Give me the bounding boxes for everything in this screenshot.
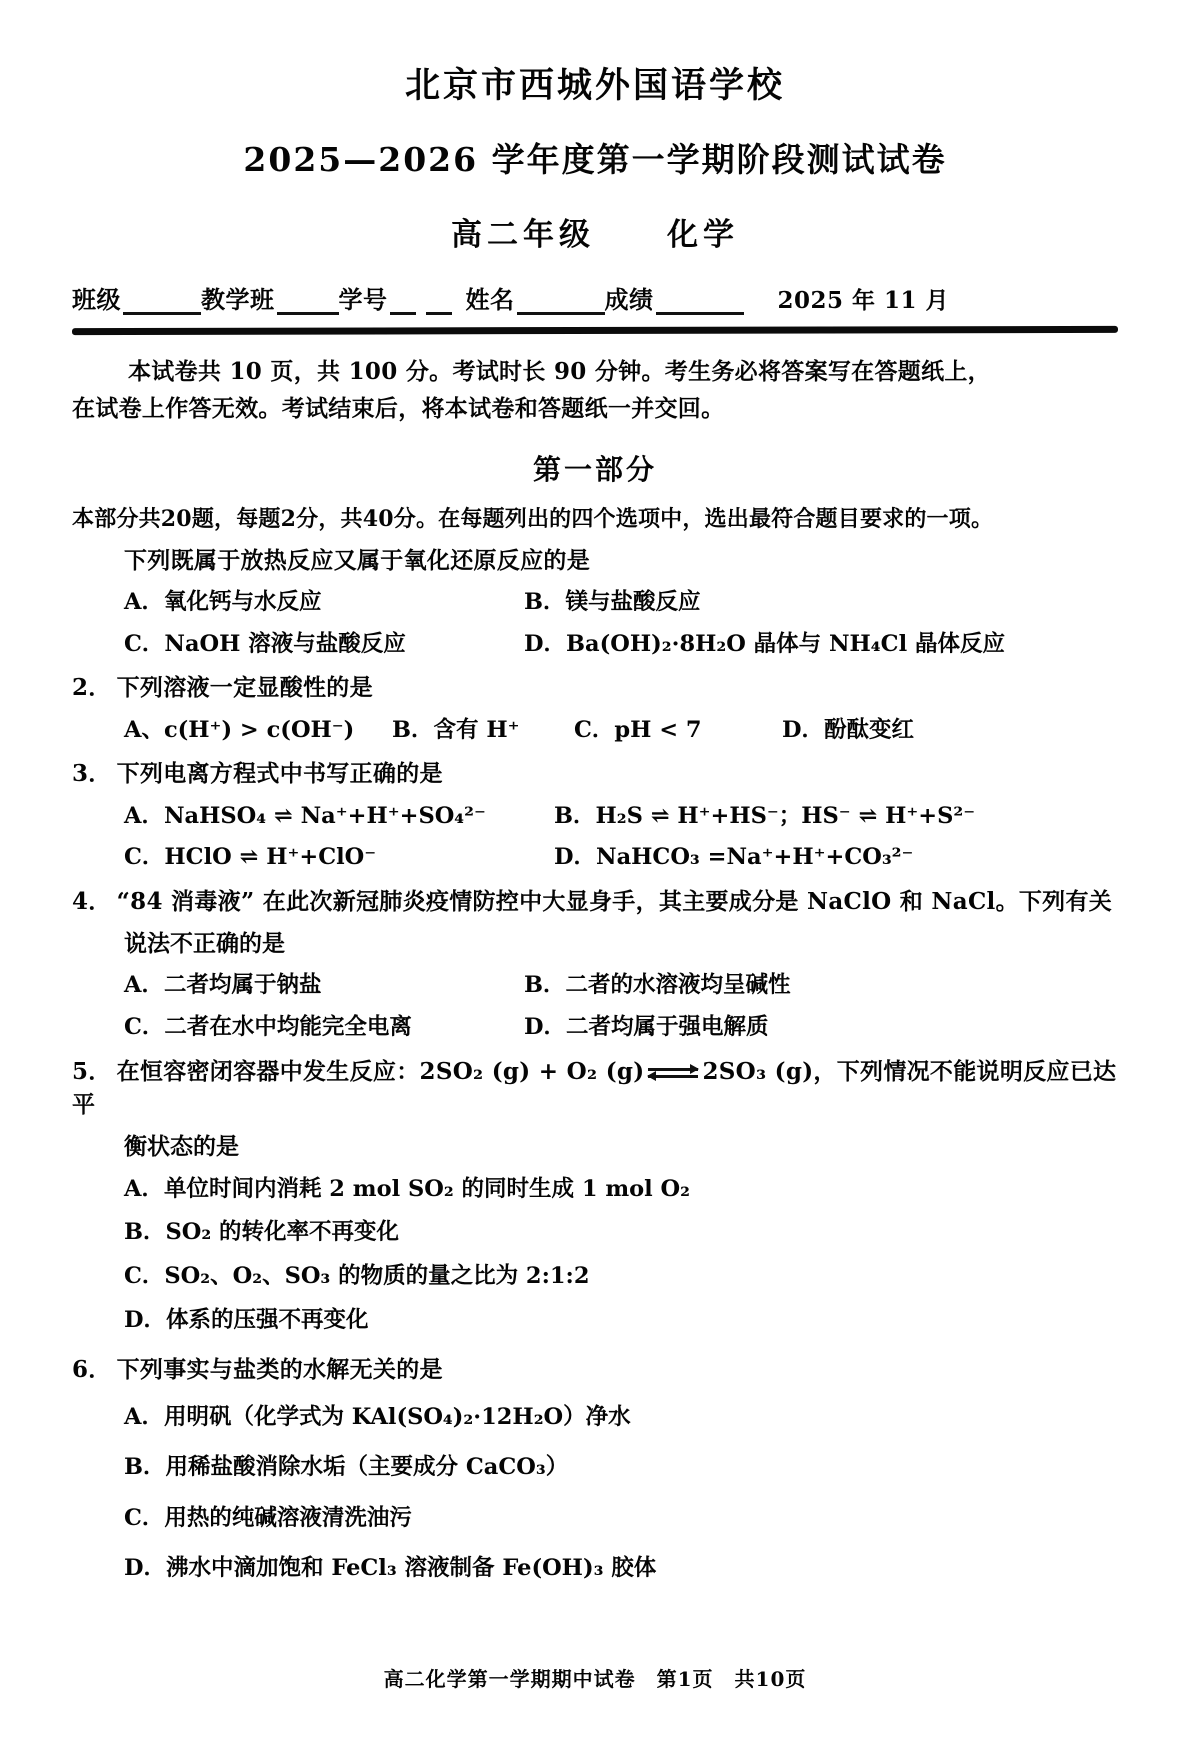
teaching-class-blank[interactable] [277, 290, 339, 315]
question-1-options [72, 586, 1118, 660]
question-3-option-a[interactable]: A．NaHSO₄ ⇌ Na⁺+H⁺+SO₄²⁻ [124, 802, 486, 829]
question-3 [72, 757, 1118, 874]
question-6-option-d[interactable]: D．沸水中滴加饱和 FeCl₃ 溶液制备 Fe(OH)₃ 胶体 [124, 1555, 657, 1582]
score-blank[interactable] [656, 290, 744, 315]
question-2-number: 2． [72, 674, 112, 702]
question-4 [72, 885, 1118, 1044]
question-5-option-a[interactable]: A．单位时间内消耗 2 mol SO₂ 的同时生成 1 mol O₂ [124, 1175, 690, 1202]
question-6-option-c[interactable]: C．用热的纯碱溶液清洗油污 [124, 1504, 412, 1531]
question-2-stem: 下列溶液一定显酸性的是 [116, 674, 373, 702]
question-3-option-b[interactable]: B．H₂S ⇌ H⁺+HS⁻；HS⁻ ⇌ H⁺+S²⁻ [554, 802, 976, 829]
question-4-stem-line-1: “84 消毒液” 在此次新冠肺炎疫情防控中大显身手，其主要成分是 NaClO 和 NaCl。下列有关 [116, 887, 1113, 915]
question-5-option-d[interactable]: D．体系的压强不再变化 [124, 1306, 369, 1333]
name-label: 姓名 [465, 285, 515, 314]
question-4-stem-line-2: 说法不正确的是 [124, 930, 285, 958]
question-6-number: 6． [72, 1356, 112, 1384]
school-title: 北京市西城外国语学校 [404, 65, 785, 106]
question-5-stem-part-b: 2SO₃ (g)，下列情况不能说明反应已达平 [72, 1057, 1117, 1119]
question-4-number: 4． [72, 887, 112, 915]
question-4-option-c[interactable]: C．二者在水中均能完全电离 [124, 1014, 412, 1041]
question-5-option-b[interactable]: B．SO₂ 的转化率不再变化 [124, 1219, 400, 1246]
question-5-options [72, 1173, 1118, 1337]
score-label: 成绩 [604, 285, 654, 314]
instruction-line-2: 在试卷上作答无效。考试结束后，将本试卷和答题纸一并交回。 [72, 394, 725, 422]
question-1-option-d[interactable]: D．Ba(OH)₂·8H₂O 晶体与 NH₄Cl 晶体反应 [524, 630, 1005, 657]
question-2-option-a[interactable]: A、c(H⁺) > c(OH⁻) [124, 716, 355, 743]
question-2-stem-row [72, 671, 1118, 704]
question-4-options [72, 969, 1118, 1043]
question-1-option-a[interactable]: A．氧化钙与水反应 [124, 588, 322, 615]
question-6-option-b[interactable]: B．用稀盐酸消除水垢（主要成分 CaCO₃） [124, 1454, 569, 1481]
exam-date: 2025 年 11 月 [777, 287, 950, 314]
instruction-line-1: 本试卷共 10 页，共 100 分。考试时长 90 分钟。考生务必将答案写在答题纸上， [128, 358, 991, 385]
header-divider-rule [72, 326, 1118, 335]
question-2 [72, 671, 1118, 746]
question-5 [72, 1055, 1118, 1337]
question-2-option-b[interactable]: B．含有 H⁺ [392, 716, 520, 743]
question-4-option-b[interactable]: B．二者的水溶液均呈碱性 [524, 972, 791, 999]
question-5-number: 5． [72, 1057, 112, 1085]
grade-subject-title: 高二年级 化学 [451, 217, 739, 253]
question-2-option-c[interactable]: C．pH < 7 [574, 716, 702, 743]
student-id-label: 学号 [338, 285, 388, 314]
question-6-stem: 下列事实与盐类的水解无关的是 [116, 1356, 443, 1384]
exam-instructions [72, 354, 1118, 428]
student-info-row [72, 280, 1118, 315]
student-id-blank-1[interactable] [390, 290, 416, 315]
question-3-options [72, 800, 1118, 874]
question-6-options [72, 1401, 1118, 1586]
question-5-stem-line-2: 衡状态的是 [124, 1133, 239, 1161]
question-2-options [72, 714, 1118, 747]
student-id-blank-2[interactable] [426, 290, 452, 315]
question-1-option-c[interactable]: C．NaOH 溶液与盐酸反应 [124, 630, 406, 657]
exam-title: 2025—2026 学年度第一学期阶段测试试卷 [243, 140, 947, 179]
question-6-stem-row [72, 1353, 1118, 1386]
question-4-option-d[interactable]: D．二者均属于强电解质 [524, 1014, 769, 1041]
name-blank[interactable] [517, 290, 605, 315]
equilibrium-arrow-icon [648, 1068, 698, 1078]
question-5-stem-row [72, 1055, 1118, 1122]
part-one-note: 本部分共20题，每题2分，共40分。在每题列出的四个选项中，选出最符合题目要求的一项。 [72, 505, 994, 532]
question-6-option-a[interactable]: A．用明矾（化学式为 KAl(SO₄)₂·12H₂O）净水 [124, 1403, 631, 1430]
question-3-option-c[interactable]: C．HClO ⇌ H⁺+ClO⁻ [124, 844, 377, 871]
teaching-class-label: 教学班 [201, 285, 275, 314]
question-5-option-c[interactable]: C．SO₂、O₂、SO₃ 的物质的量之比为 2:1:2 [124, 1262, 590, 1289]
question-3-option-d[interactable]: D．NaHCO₃ =Na⁺+H⁺+CO₃²⁻ [554, 844, 914, 871]
class-label: 班级 [72, 285, 121, 314]
question-5-stem-part-a: 在恒容密闭容器中发生反应：2SO₂ (g) + O₂ (g) [116, 1057, 645, 1085]
question-3-stem-row [72, 757, 1118, 790]
question-1 [72, 544, 1118, 661]
question-6 [72, 1353, 1118, 1585]
class-blank[interactable] [123, 290, 201, 315]
question-3-number: 3． [72, 760, 112, 788]
question-4-stem-row [72, 885, 1118, 918]
question-4-option-a[interactable]: A．二者均属于钠盐 [124, 972, 322, 999]
question-2-option-d[interactable]: D．酚酞变红 [782, 716, 915, 743]
question-3-stem: 下列电离方程式中书写正确的是 [116, 760, 443, 788]
page-footer: 高二化学第一学期期中试卷 第1页 共10页 [383, 1667, 807, 1691]
question-1-option-b[interactable]: B．镁与盐酸反应 [524, 588, 701, 615]
part-one-heading: 第一部分 [532, 452, 657, 486]
question-1-stem: 下列既属于放热反应又属于氧化还原反应的是 [124, 546, 590, 574]
